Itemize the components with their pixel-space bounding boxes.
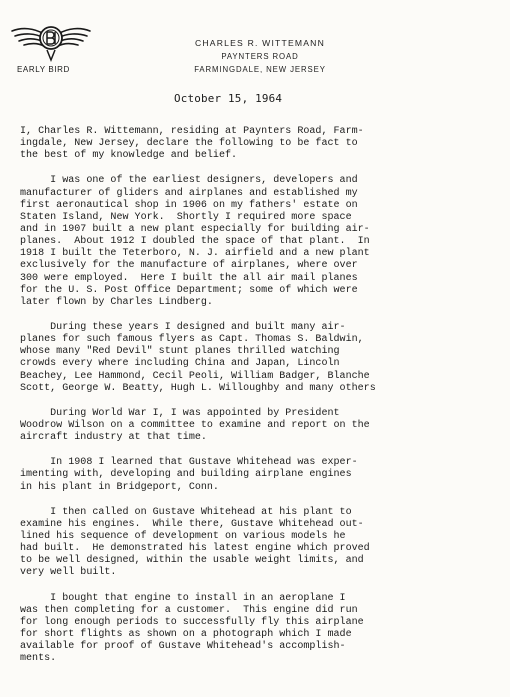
paragraph-line: whose many "Red Devil" stunt planes thrilled watching [20,346,340,358]
paragraph-line: Scott, George W. Beatty, Hugh L. Willoughby and many others [20,382,376,394]
paragraph-line: planes. About 1912 I doubled the space of that plant. In [20,236,370,248]
paragraph-line: Staten Island, New York. Shortly I required more space [20,211,352,223]
paragraph-line: In 1908 I learned that Gustave Whitehead was exper- [20,457,358,469]
paragraph-line: During World War I, I was appointed by President [20,407,340,419]
letterhead-city: FARMINGDALE, NEW JERSEY [194,65,326,74]
paragraph-line: first aeronautical shop in 1906 on my fathers' estate on [20,199,358,211]
paragraph-line: later flown by Charles Lindberg. [20,296,213,308]
letterhead-name: CHARLES R. WITTEMANN [195,38,325,48]
paragraph-line: in his plant in Bridgeport, Conn. [20,481,219,493]
logo-caption: EARLY BIRD [17,65,70,74]
early-bird-logo-icon [10,14,92,70]
paragraph [20,457,500,493]
paragraph-line: planes for such famous flyers as Capt. Thomas S. Baldwin, [20,334,364,346]
paragraph-line: I bought that engine to install in an aeroplane I [20,592,346,604]
paragraph [20,593,500,666]
paragraph-line: very well built. [20,567,117,579]
paragraph-line: was then completing for a customer. This engine did run [20,604,358,616]
paragraph-line: Woodrow Wilson on a committee to examine and report on the [20,419,370,431]
paragraph-line: ments. [20,653,57,665]
paragraph [20,175,500,309]
paragraph-line: had built. He demonstrated his latest engine which proved [20,543,370,555]
paragraph-line: I then called on Gustave Whitehead at his plant to [20,506,352,518]
paragraph-line: available for proof of Gustave Whitehead's accomplish- [20,641,346,653]
paragraph-line: I, Charles R. Wittemann, residing at Paynters Road, Farm- [20,126,364,137]
paragraph-line: to be well designed, within the usable weight limits, and [20,555,364,567]
paragraph-line: lined his sequence of development on various models he [20,530,346,542]
paragraph [20,408,500,444]
paragraph-line: manufacturer of gliders and airplanes and established my [20,187,358,199]
paragraph-line: 1918 I built the Teterboro, N. J. airfield and a new plant [20,248,370,260]
paragraph-line: crowds every where including China and Japan, Lincoln [20,358,340,370]
paragraph-line: exclusively for the manufacture of airplanes, where over [20,260,358,272]
letter-body [20,126,500,678]
paragraph-line: 300 were employed. Here I built the all air mail planes [20,272,358,284]
paragraph-line: imenting with, developing and building airplane engines [20,469,352,481]
paragraph [20,507,500,580]
paragraph-line: the best of my knowledge and belief. [20,150,238,162]
letterhead-street: PAYNTERS ROAD [221,52,299,61]
paragraph-line: During these years I designed and built many air- [20,321,346,333]
paragraph [20,126,500,162]
paragraph-line: I was one of the earliest designers, developers and [20,175,358,187]
paragraph [20,322,500,395]
paragraph-line: and in 1907 built a new plant especially for building air- [20,223,370,235]
paragraph-line: for long enough periods to successfully fly this airplane [20,616,364,628]
paragraph-line: examine his engines. While there, Gustave Whitehead out- [20,518,364,530]
paragraph-line: aircraft industry at that time. [20,432,207,444]
letter-date: October 15, 1964 [174,92,283,105]
letterhead [140,36,380,76]
paragraph-line: Beachey, Lee Hammond, Cecil Peoli, William Badger, Blanche [20,370,370,382]
paragraph-line: ingdale, New Jersey, declare the following to be fact to [20,138,358,150]
paragraph-line: for short flights as shown on a photograph which I made [20,628,352,640]
paragraph-line: for the U. S. Post Office Department; some of which were [20,284,358,296]
